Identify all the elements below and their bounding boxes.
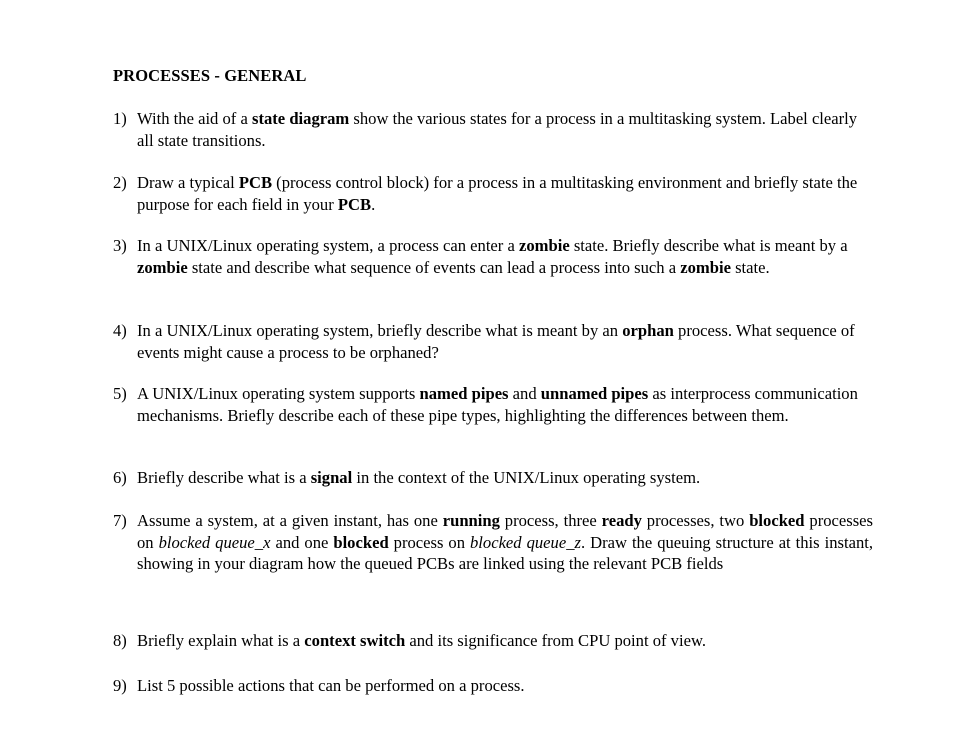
text-segment: With the aid of a — [137, 109, 252, 128]
text-segment: process on — [388, 532, 470, 552]
text-segment: state. — [730, 257, 770, 277]
bold-term: blocked — [749, 511, 805, 530]
text-segment: state and describe what sequence of events can lead a process into such a — [187, 257, 681, 277]
text-segment: processes on — [137, 511, 873, 552]
question-text — [137, 630, 873, 652]
question-number: 6) — [113, 468, 127, 487]
text-segment: A UNIX/Linux operating system supports — [137, 384, 420, 403]
text-segment: and — [508, 384, 541, 403]
question-4 — [113, 320, 873, 363]
bold-term: zombie — [680, 257, 731, 277]
question-7 — [113, 510, 873, 575]
question-9 — [113, 675, 873, 697]
text-segment: List 5 possible actions that can be performed on a process. — [137, 676, 525, 695]
bold-term: running — [442, 511, 500, 530]
question-number: 5) — [113, 384, 127, 403]
bold-term: blocked — [333, 532, 389, 552]
bold-term: PCB — [337, 194, 372, 214]
text-segment: Briefly describe what is a — [137, 468, 311, 487]
question-number: 2) — [113, 173, 127, 192]
text-segment: process. What sequence of events might cause a process to be orphaned? — [137, 321, 855, 362]
text-segment: process, three — [499, 511, 602, 530]
text-segment: In a UNIX/Linux operating system, a process can enter a — [137, 236, 519, 255]
text-segment: show the various states for a process in a multitasking system. Label clearly all state transitions. — [137, 109, 858, 150]
bold-term: signal — [310, 468, 353, 487]
text-segment: and one — [270, 532, 334, 552]
italic-term: blocked queue_x — [158, 532, 271, 552]
question-text — [137, 383, 873, 426]
question-number: 7) — [113, 511, 127, 530]
question-text — [137, 235, 873, 278]
text-segment: processes, two — [641, 511, 750, 530]
question-text — [137, 108, 873, 151]
bold-term: context switch — [304, 631, 406, 650]
question-2 — [113, 172, 873, 215]
text-segment: (process control block) for a process in a multitasking environment and briefly state the purpose for each field in your — [137, 173, 858, 214]
text-segment: state. Briefly describe what is meant by a — [569, 236, 848, 255]
text-segment: Briefly explain what is a — [137, 631, 305, 650]
text-segment: In a UNIX/Linux operating system, briefly describe what is meant by an — [137, 321, 623, 340]
question-text — [137, 172, 873, 215]
question-text — [137, 467, 873, 489]
page-title: PROCESSES - GENERAL — [113, 66, 307, 85]
text-segment: as interprocess communication mechanisms. Briefly describe each of these pipe types, highlighting the differences between them. — [137, 384, 858, 425]
question-5 — [113, 383, 873, 426]
question-number: 8) — [113, 631, 127, 650]
text-segment: . Draw the queuing structure at this instant, showing in your diagram how the queued PCBs are linked using the relevant PCB fields — [137, 532, 874, 573]
bold-term: orphan — [622, 321, 674, 340]
question-text — [137, 510, 873, 575]
question-text — [137, 675, 873, 697]
question-number: 3) — [113, 236, 127, 255]
bold-term: named pipes — [419, 384, 509, 403]
bold-term: state diagram — [252, 109, 350, 128]
bold-term: zombie — [519, 236, 570, 255]
question-number: 9) — [113, 676, 127, 695]
question-number: 1) — [113, 109, 127, 128]
bold-term: ready — [601, 511, 642, 530]
text-segment: Draw a typical — [137, 173, 239, 192]
question-6 — [113, 467, 873, 489]
text-segment: . — [371, 194, 376, 214]
italic-term: blocked queue_z — [470, 532, 581, 552]
question-text — [137, 320, 873, 363]
bold-term: unnamed pipes — [540, 384, 649, 403]
bold-term: zombie — [137, 257, 188, 277]
text-segment: in the context of the UNIX/Linux operating system. — [352, 468, 701, 487]
question-3 — [113, 235, 873, 278]
text-segment: Assume a system, at a given instant, has one — [137, 511, 443, 530]
question-number: 4) — [113, 321, 127, 340]
text-segment: and its significance from CPU point of view. — [405, 631, 707, 650]
question-8 — [113, 630, 873, 652]
bold-term: PCB — [238, 173, 273, 192]
question-1 — [113, 108, 873, 151]
